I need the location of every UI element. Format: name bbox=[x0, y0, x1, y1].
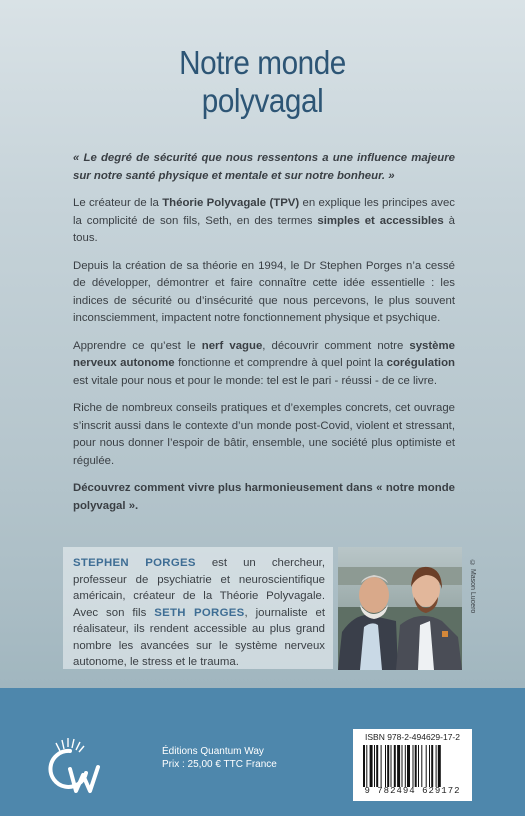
price: Prix : 25,00 € TTC France bbox=[162, 759, 277, 770]
barcode-digits: 9 782494 629172 bbox=[364, 786, 461, 796]
paragraph-3 bbox=[73, 338, 455, 391]
title-line-2: polyvagal bbox=[201, 82, 324, 119]
publisher-name: Éditions Quantum Way bbox=[162, 746, 264, 757]
barcode-bars bbox=[363, 745, 462, 787]
publisher-info bbox=[162, 745, 277, 771]
bold-text: corégulation bbox=[386, 357, 455, 369]
text: est vitale pour nous et pour le monde: tel est le pari - réussi - de ce livre. bbox=[73, 374, 438, 387]
bold-text: Découvrez comment vivre plus harmonieusement dans « notre monde polyvagal ». bbox=[73, 482, 455, 512]
author-photo bbox=[338, 547, 462, 670]
book-title bbox=[26, 44, 499, 120]
bold-text: système nerveux autonome bbox=[73, 339, 455, 369]
paragraph-5 bbox=[73, 480, 455, 515]
bold-text: simples et accessibles bbox=[317, 214, 444, 227]
author-bio bbox=[63, 547, 333, 669]
text: , découvrir comment notre bbox=[262, 339, 410, 352]
author-name-seth: SETH PORGES bbox=[154, 606, 245, 619]
bold-text: Théorie Polyvagale (TPV) bbox=[162, 197, 300, 209]
bold-text: nerf vague bbox=[201, 339, 263, 352]
barcode bbox=[353, 729, 472, 801]
text: Le créateur de la bbox=[73, 197, 163, 209]
bio-text: , journaliste et réalisateur, ils rendent accessible au plus grand nombre les avancées sur le système nerveux autonome, le stress et le trauma. bbox=[73, 606, 325, 668]
bio-text: est un chercheur, professeur de psychiatrie et neuroscientifique américain, créateur de la Théorie Polyvagale. Avec son fils bbox=[73, 557, 326, 619]
paragraph-1 bbox=[73, 195, 455, 248]
title-line-1: Notre monde bbox=[179, 44, 346, 81]
paragraph-4: Riche de nombreux conseils pratiques et d’exemples concrets, cet ouvrage s’inscrit aussi dans le contexte d’un monde post-Covid, violent et stressant, pour nous donner l’espoir de bâtir, ensemble, une société plus optimiste et régulée. bbox=[73, 402, 455, 467]
text: fonctionne et comprendre à quel point la bbox=[174, 357, 387, 369]
paragraph-2: Depuis la création de sa théorie en 1994, le Dr Stephen Porges n’a cessé de développer, démontrer et faire connaître cette idée essentielle : les indices de sécurité ou d’insécurité que nous percevons, le plus souvent inconsciemment, impactent notre fonctionnement physique et psychique. bbox=[73, 259, 455, 324]
quantum-way-logo-icon bbox=[40, 737, 104, 797]
text: en explique les principes avec la complicité de son fils, Seth, en des termes bbox=[73, 197, 455, 227]
text: à tous. bbox=[73, 214, 455, 244]
quote: « Le degré de sécurité que nous ressentons a une influence majeure sur notre santé physique et mentale et sur notre bonheur. » bbox=[73, 152, 455, 182]
photo-credit: © Mason Lucero bbox=[469, 560, 476, 614]
isbn: ISBN 978-2-494629-17-2 bbox=[365, 732, 460, 742]
back-cover-text bbox=[73, 150, 455, 525]
author-name-stephen: STEPHEN PORGES bbox=[73, 557, 196, 569]
text: Apprendre ce qu’est le bbox=[73, 339, 202, 352]
